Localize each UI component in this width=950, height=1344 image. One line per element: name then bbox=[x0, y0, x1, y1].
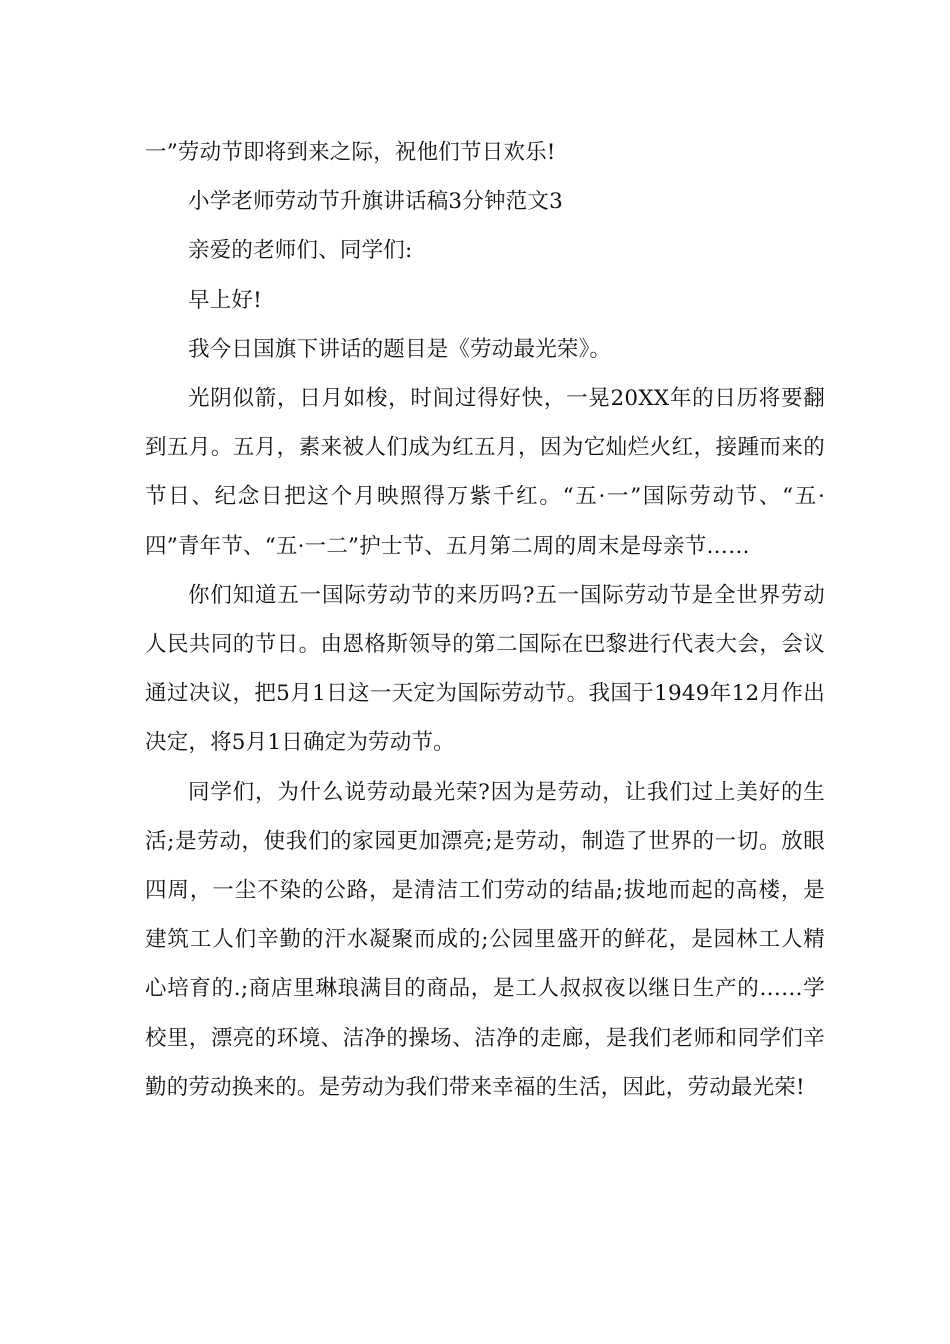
salutation: 亲爱的老师们、同学们: bbox=[188, 238, 413, 264]
section-title: 小学老师劳动节升旗讲话稿3分钟范文3 bbox=[188, 189, 563, 215]
paragraph-labor-glory: 同学们，为什么说劳动最光荣?因为是劳动，让我们过上美好的生活;是劳动，使我们的家园更加漂亮;是劳动，制造了世界的一切。放眼四周，一尘不染的公路，是清洁工们劳动的结晶;拔地而起的高楼，是建筑工人们辛勤的汗水凝聚而成的;公园里盛开的鲜花，是园林工人精心培育的.;商店里琳琅满目的商品，是工人叔叔夜以继日生产的……学校里，漂亮的环境、洁净的操场、洁净的走廊，是我们老师和同学们辛勤的劳动换来的。是劳动为我们带来幸福的生活，因此，劳动最光荣! bbox=[145, 779, 825, 1100]
greeting: 早上好! bbox=[188, 287, 262, 313]
paragraph-may-festivals: 光阴似箭，日月如梭，时间过得好快，一晃20XX年的日历将要翻到五月。五月，素来被人们成为红五月，因为它灿烂火红，接踵而来的节日、纪念日把这个月映照得万紫千红。“五·一”国际劳动节、“五·四”青年节、“五·一二”护士节、五月第二周的周末是母亲节…… bbox=[145, 386, 825, 559]
paragraph-labor-day-history: 你们知道五一国际劳动节的来历吗?五一国际劳动节是全世界劳动人民共同的节日。由恩格斯领导的第二国际在巴黎进行代表大会，会议通过决议，把5月1日这一天定为国际劳动节。我国于1949年12月作出决定，将5月1日确定为劳动节。 bbox=[145, 582, 825, 756]
document-body bbox=[145, 128, 825, 1112]
paragraph-continuation: 一”劳动节即将到来之际，祝他们节日欢乐! bbox=[145, 140, 556, 165]
speech-topic: 我今日国旗下讲话的题目是《劳动最光荣》。 bbox=[188, 336, 612, 362]
